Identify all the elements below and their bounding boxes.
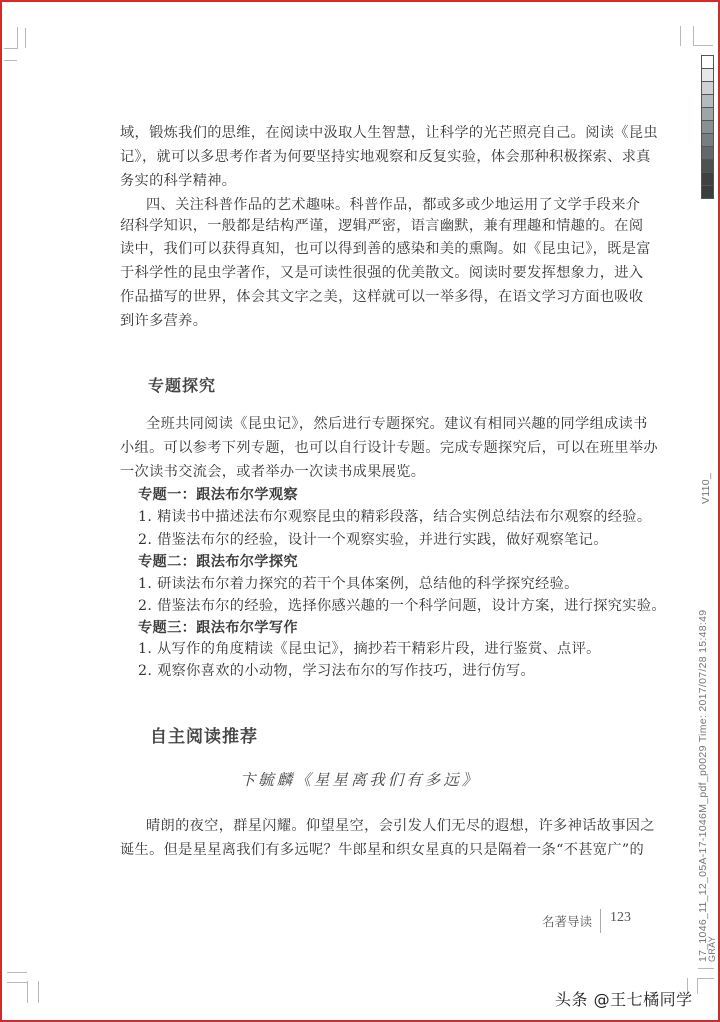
gray-swatch (701, 186, 714, 199)
footer-divider (600, 909, 601, 933)
recommended-book-title: 卞毓麟《星星离我们有多远》 (239, 771, 481, 789)
gray-swatch (701, 82, 714, 95)
gray-swatch (701, 121, 714, 134)
body-line: 晴朗的夜空，群星闪耀。仰望星空，会引发人们无尽的遐想，许多神话故事因之 (146, 818, 655, 834)
body-line: 务实的科学精神。 (120, 173, 237, 189)
body-line: 到许多营养。 (120, 313, 208, 329)
body-line: 于科学性的昆虫学著作，又是可读性很强的优美散文。阅读时要发挥想象力，进入 (120, 265, 644, 281)
crop-mark-bottom-left-v (27, 981, 28, 1003)
topic-title: 专题三：跟法布尔学写作 (138, 620, 298, 636)
crop-mark-bottom-left-v2 (38, 981, 39, 1003)
topic-item: 2. 观察你喜欢的小动物，学习法布尔的写作技巧，进行仿写。 (138, 663, 536, 679)
gray-swatch (701, 173, 714, 186)
section-heading-topic-inquiry: 专题探究 (148, 376, 217, 395)
body-line: 记》，就可以多思考作者为何要坚持实地观察和反复实验，体会那种积极探索、求真 (120, 149, 651, 165)
footer-section-label: 名著导读 (542, 914, 593, 929)
topic-title: 专题二：跟法布尔学探究 (138, 554, 298, 570)
gray-swatch (701, 55, 714, 69)
crop-mark-top-left-v2 (25, 28, 26, 48)
crop-mark-top-right-h (693, 45, 713, 46)
intro-line: 小组。可以参考下列专题，也可以自行设计专题。完成专题探究后，可以在班里举办 (120, 440, 658, 456)
topic-item: 2. 借鉴法布尔的经验，设计一个观察实验，并进行实践，做好观察笔记。 (138, 532, 608, 548)
gray-swatch (701, 147, 714, 160)
body-line: 绍科学知识，一般都是结构严谨，逻辑严密，语言幽默，兼有理趣和情趣的。在阅 (120, 218, 644, 234)
crop-mark-bottom-left-h2 (7, 982, 27, 983)
print-job-info: 17_1046_11_12_05A-17-1046M_pdf_p0029 Time: 2017/07/28 15:48:49 (697, 609, 709, 962)
intro-line: 一次读书交流会，或者举办一次读书成果展览。 (120, 464, 426, 480)
crop-mark-top-right-v (680, 26, 681, 46)
gray-swatch (701, 160, 714, 173)
topic-item: 1. 精读书中描述法布尔观察昆虫的精彩段落，结合实例总结法布尔观察的经验。 (138, 509, 652, 525)
page-number: 123 (610, 910, 631, 925)
body-line: 四、关注科普作品的艺术趣味。科普作品，都或多或少地运用了文学手段来介 (146, 197, 641, 213)
gray-swatch (701, 69, 714, 82)
crop-mark-top-left-h2 (4, 60, 17, 61)
body-line: 读中，我们可以获得真知，也可以得到善的感染和美的熏陶。如《昆虫记》，既是富 (120, 241, 651, 257)
crop-mark-bottom-right-h2 (697, 978, 714, 979)
topic-title: 专题一：跟法布尔学观察 (138, 487, 298, 503)
gray-swatch (701, 134, 714, 147)
section-heading-recommendation: 自主阅读推荐 (150, 727, 258, 747)
topic-item: 2. 借鉴法布尔的经验，选择你感兴趣的一个科学问题，设计方案，进行探究实验。 (138, 598, 666, 614)
print-color-mode: GRAY (707, 935, 717, 962)
grayscale-calibration-bar (701, 55, 714, 199)
body-line: 作品描写的世界，体会其文字之美，这样就可以一举多得，在语文学习方面也吸收 (120, 289, 644, 305)
body-line: 诞生。但是星星离我们有多远呢？牛郎星和织女星真的只是隔着一条“不甚宽广”的 (120, 842, 645, 858)
gray-swatch (701, 108, 714, 121)
topic-item: 1. 从写作的角度精读《昆虫记》，摘抄若干精彩片段，进行鉴赏、点评。 (138, 641, 601, 657)
intro-line: 全班共同阅读《昆虫记》，然后进行专题探究。建议有相同兴趣的同学组成读书 (146, 416, 648, 432)
print-version-mark: V110_ (700, 472, 712, 504)
crop-mark-top-left-v (17, 27, 18, 49)
topic-item: 1. 研读法布尔着力探究的若干个具体案例，总结他的科学探究经验。 (138, 576, 579, 592)
body-line: 域，锻炼我们的思维，在阅读中汲取人生智慧，让科学的光芒照亮自己。阅读《昆虫 (120, 125, 658, 141)
crop-mark-top-right-v2 (693, 26, 694, 46)
crop-mark-bottom-right-v2 (697, 978, 698, 994)
crop-mark-bottom-left-h (7, 972, 27, 973)
watermark: 头条 @王七橘同学 (555, 990, 693, 1009)
gray-swatch (701, 95, 714, 108)
crop-mark-bottom-right-h (698, 968, 714, 969)
crop-mark-top-left-h (4, 48, 18, 49)
